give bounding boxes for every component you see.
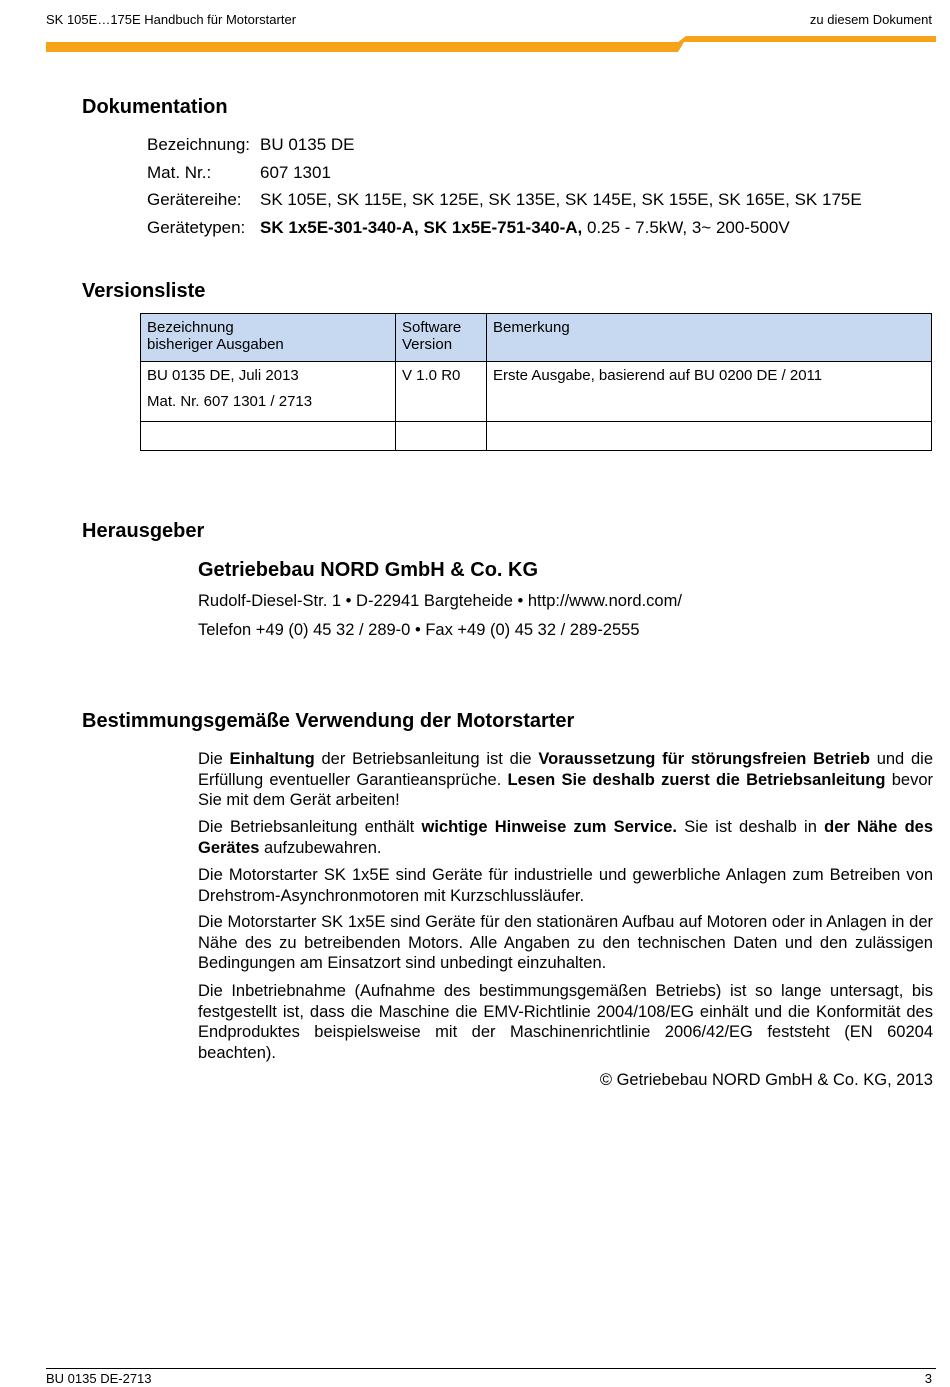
usage-paragraph-5: Die Inbetriebnahme (Aufnahme des bestimmungsgemäßen Betriebs) ist so lange untersagt, bis festgestellt ist, dass die Maschine die EMV-Richtlinie 2004/108/EG einhält und die Konformität des Endproduktes beispielsweise mit der Maschinenrichtlinie 2006/42/EG feststeht (EN 60204 beachten).: [198, 982, 933, 1062]
usage-heading: Bestimmungsgemäße Verwendung der Motorstarter: [82, 710, 575, 732]
publisher-heading: Herausgeber: [82, 520, 205, 542]
usage-paragraph-2: Die Betriebsanleitung enthält wichtige Hinweise zum Service. Sie ist deshalb in der Nähe des Gerätes aufzubewahren.: [198, 818, 934, 857]
publisher-website-link[interactable]: http://www.nord.com/: [527, 592, 682, 610]
versions-heading: Versionsliste: [82, 280, 206, 302]
documentation-heading: Dokumentation: [82, 96, 228, 118]
page-number: 3: [924, 1371, 932, 1386]
table-row-empty: [141, 422, 932, 451]
header-section: zu diesem Dokument: [809, 12, 932, 27]
publisher-address: Rudolf-Diesel-Str. 1 • D-22941 Bargteheide • http://www.nord.com/: [198, 592, 682, 610]
doc-row-mat-nr: Mat. Nr.: 607 1301: [147, 163, 331, 182]
footer-rule: [46, 1368, 936, 1369]
usage-paragraph-3: Die Motorstarter SK 1x5E sind Geräte für industrielle und gewerbliche Anlagen zum Betreiben von Drehstrom-Asynchronmotoren mit Kurzschlussläufer.: [198, 866, 933, 905]
table-row: [141, 362, 932, 422]
table-header-row: [141, 314, 932, 362]
header-cell-designation: Bezeichnung bisheriger Ausgaben: [141, 314, 396, 362]
cell-remark: Erste Ausgabe, basierend auf BU 0200 DE / 2011: [487, 362, 932, 422]
publisher-company: Getriebebau NORD GmbH & Co. KG: [198, 559, 539, 581]
publisher-contact: Telefon +49 (0) 45 32 / 289-0 • Fax +49 (0) 45 32 / 289-2555: [198, 621, 640, 639]
cell-software: V 1.0 R0: [396, 362, 487, 422]
usage-paragraph-4: Die Motorstarter SK 1x5E sind Geräte für den stationären Aufbau auf Motoren oder in Anlagen in der Nähe des zu betreibenden Motors. Alle Angaben zu den technischen Daten und den zulässigen Bedingungen am Einsatzort sind unbedingt einzuhalten.: [198, 913, 933, 972]
cell-designation: BU 0135 DE, Juli 2013 Mat. Nr. 607 1301 / 2713: [141, 362, 396, 422]
usage-paragraph-1: Die Einhaltung der Betriebsanleitung ist die Voraussetzung für störungsfreien Betrieb und die Erfüllung eventueller Garantieansprüche. Lesen Sie deshalb zuerst die Betriebsanleitung bevor Sie mit dem Gerät arbeiten!: [198, 750, 933, 809]
header-title: SK 105E…175E Handbuch für Motorstarter: [46, 12, 297, 27]
header-cell-software: Software Version: [396, 314, 487, 362]
header-orange-bar: [46, 36, 936, 52]
header-cell-remark: Bemerkung: [487, 314, 932, 362]
doc-row-designation: Bezeichnung: BU 0135 DE: [147, 135, 355, 154]
copyright-notice: © Getriebebau NORD GmbH & Co. KG, 2013: [599, 1071, 933, 1089]
doc-row-types: Gerätetypen: SK 1x5E-301-340-A, SK 1x5E-751-340-A, 0.25 - 7.5kW, 3~ 200-500V: [147, 218, 790, 237]
doc-row-series: Gerätereihe: SK 105E, SK 115E, SK 125E, SK 135E, SK 145E, SK 155E, SK 165E, SK 175E: [147, 190, 862, 209]
footer-doc-id: BU 0135 DE-2713: [46, 1371, 152, 1386]
versions-table: [140, 313, 932, 451]
